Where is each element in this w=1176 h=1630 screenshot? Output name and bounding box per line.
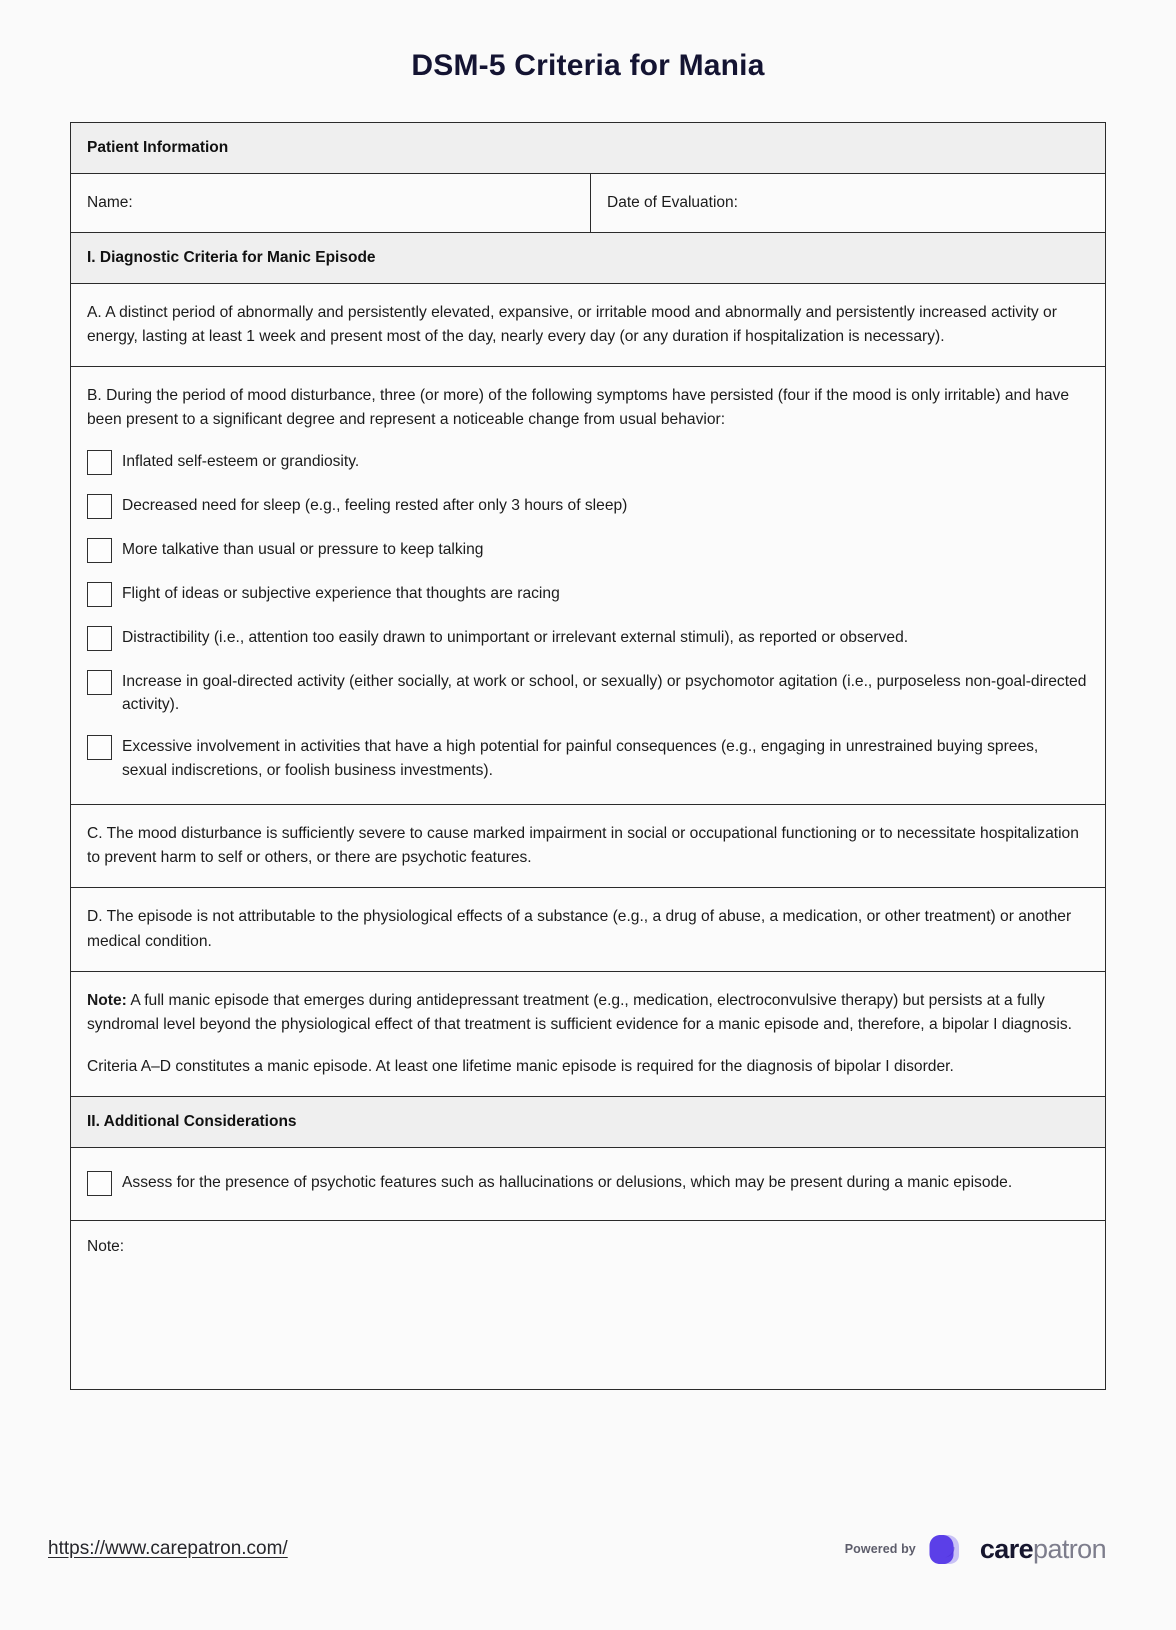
- criterion-c-text: C. The mood disturbance is sufficiently severe to cause marked impairment in social or occupational functioning or to necessitate hospitalization to prevent harm to self or others, or there are psychotic features.: [87, 825, 1079, 867]
- name-label: Name:: [87, 194, 133, 212]
- date-of-evaluation-label: Date of Evaluation:: [607, 194, 738, 212]
- symptom-label-2: Decreased need for sleep (e.g., feeling rested after only 3 hours of sleep): [122, 496, 628, 514]
- list-item[interactable]: [87, 443, 1087, 481]
- list-item[interactable]: [87, 487, 1087, 525]
- section-two-header-row: [71, 1097, 1105, 1148]
- diagnostic-note-paragraph: [87, 989, 1087, 1037]
- page-title: DSM-5 Criteria for Mania: [411, 49, 765, 82]
- symptom-label-4: Flight of ideas or subjective experience that thoughts are racing: [122, 584, 560, 602]
- patient-information-section: [71, 123, 1105, 174]
- date-of-evaluation-field[interactable]: [591, 174, 1105, 232]
- criteria-summary-paragraph: Criteria A–D constitutes a manic episode. At least one lifetime manic episode is required for the diagnosis of bipolar I disorder.: [87, 1058, 954, 1076]
- carepatron-url-link[interactable]: https://www.carepatron.com/: [48, 1538, 288, 1559]
- criterion-d-text: D. The episode is not attributable to the physiological effects of a substance (e.g., a drug of abuse, a medication, or other treatment) or another medical condition.: [87, 908, 1072, 950]
- symptom-label-7: Excessive involvement in activities that have a high potential for painful consequences (e.g., engaging in unrestrained buying sprees, sexual indiscretions, or foolish business investments).: [122, 738, 1039, 779]
- consideration-label-1: Assess for the presence of psychotic features such as hallucinations or delusions, which may be present during a manic episode.: [122, 1174, 1013, 1192]
- symptom-checkbox-6[interactable]: [87, 670, 112, 695]
- list-item[interactable]: [87, 663, 1087, 723]
- criterion-b-text: B. During the period of mood disturbance, three (or more) of the following symptoms have persisted (four if the mood is only irritable) and have been present to a significant degree and represent a noticeable change from usual behavior:: [87, 387, 1070, 429]
- brand-care: care: [979, 1533, 1034, 1564]
- additional-note-label: Note:: [87, 1238, 125, 1256]
- carepatron-branding: [845, 1532, 1106, 1566]
- symptom-checkbox-1[interactable]: [87, 450, 112, 475]
- note-body: A full manic episode that emerges during antidepressant treatment (e.g., medication, electroconvulsive therapy) but persists at a fully syndromal level beyond the physiological effect of that treatment is sufficient evidence for a manic episode and, therefore, a bipolar I diagnosis.: [87, 991, 1073, 1033]
- name-field[interactable]: [71, 174, 591, 232]
- list-item[interactable]: [87, 575, 1087, 613]
- list-item[interactable]: [87, 728, 1087, 788]
- brand-patron: patron: [1033, 1533, 1106, 1564]
- symptom-label-1: Inflated self-esteem or grandiosity.: [122, 452, 360, 470]
- patient-fields-row: [71, 174, 1105, 233]
- additional-considerations-row: [71, 1148, 1105, 1221]
- section-one-header: I. Diagnostic Criteria for Manic Episode: [71, 233, 1105, 283]
- symptom-checkbox-3[interactable]: [87, 538, 112, 563]
- diagnostic-note-row: [71, 972, 1105, 1097]
- criterion-a-text: A. A distinct period of abnormally and persistently elevated, expansive, or irritable mood and abnormally and persistently increased activity or energy, lasting at least 1 week and present most of the day, nearly every day (or any duration if hospitalization is necessary).: [87, 303, 1057, 346]
- symptom-label-6: Increase in goal-directed activity (either socially, at work or school, or sexually) or psychomotor agitation (i.e., purposeless non-goal-directed activity).: [122, 672, 1087, 713]
- list-item[interactable]: [87, 619, 1087, 657]
- consideration-checkbox-1[interactable]: [87, 1171, 112, 1196]
- additional-note-row[interactable]: [71, 1221, 1105, 1389]
- powered-by-label: Powered by: [844, 1542, 916, 1556]
- form-table: [70, 122, 1106, 1390]
- page-footer: [0, 1526, 1176, 1572]
- section-two-header: II. Additional Considerations: [71, 1097, 1105, 1147]
- carepatron-wordmark: [979, 1533, 1106, 1564]
- symptom-checkbox-7[interactable]: [87, 735, 112, 760]
- symptom-checkbox-5[interactable]: [87, 626, 112, 651]
- list-item[interactable]: [87, 531, 1087, 569]
- criterion-d-row: [71, 888, 1105, 971]
- criterion-b-row: [71, 367, 1105, 805]
- symptom-checkbox-4[interactable]: [87, 582, 112, 607]
- criterion-c-row: [71, 805, 1105, 888]
- symptom-checklist: [71, 437, 1105, 805]
- patient-information-header: Patient Information: [71, 123, 1105, 173]
- symptom-checkbox-2[interactable]: [87, 494, 112, 519]
- carepatron-logo-icon: [926, 1532, 970, 1566]
- criterion-a-row: [71, 284, 1105, 367]
- symptom-label-5: Distractibility (i.e., attention too easily drawn to unimportant or irrelevant external stimuli), as reported or observed.: [122, 628, 909, 646]
- list-item[interactable]: [87, 1164, 1087, 1202]
- section-one-header-row: [71, 233, 1105, 284]
- symptom-label-3: More talkative than usual or pressure to keep talking: [122, 540, 484, 558]
- additional-note-field[interactable]: [71, 1221, 1105, 1389]
- note-label: Note:: [87, 991, 127, 1009]
